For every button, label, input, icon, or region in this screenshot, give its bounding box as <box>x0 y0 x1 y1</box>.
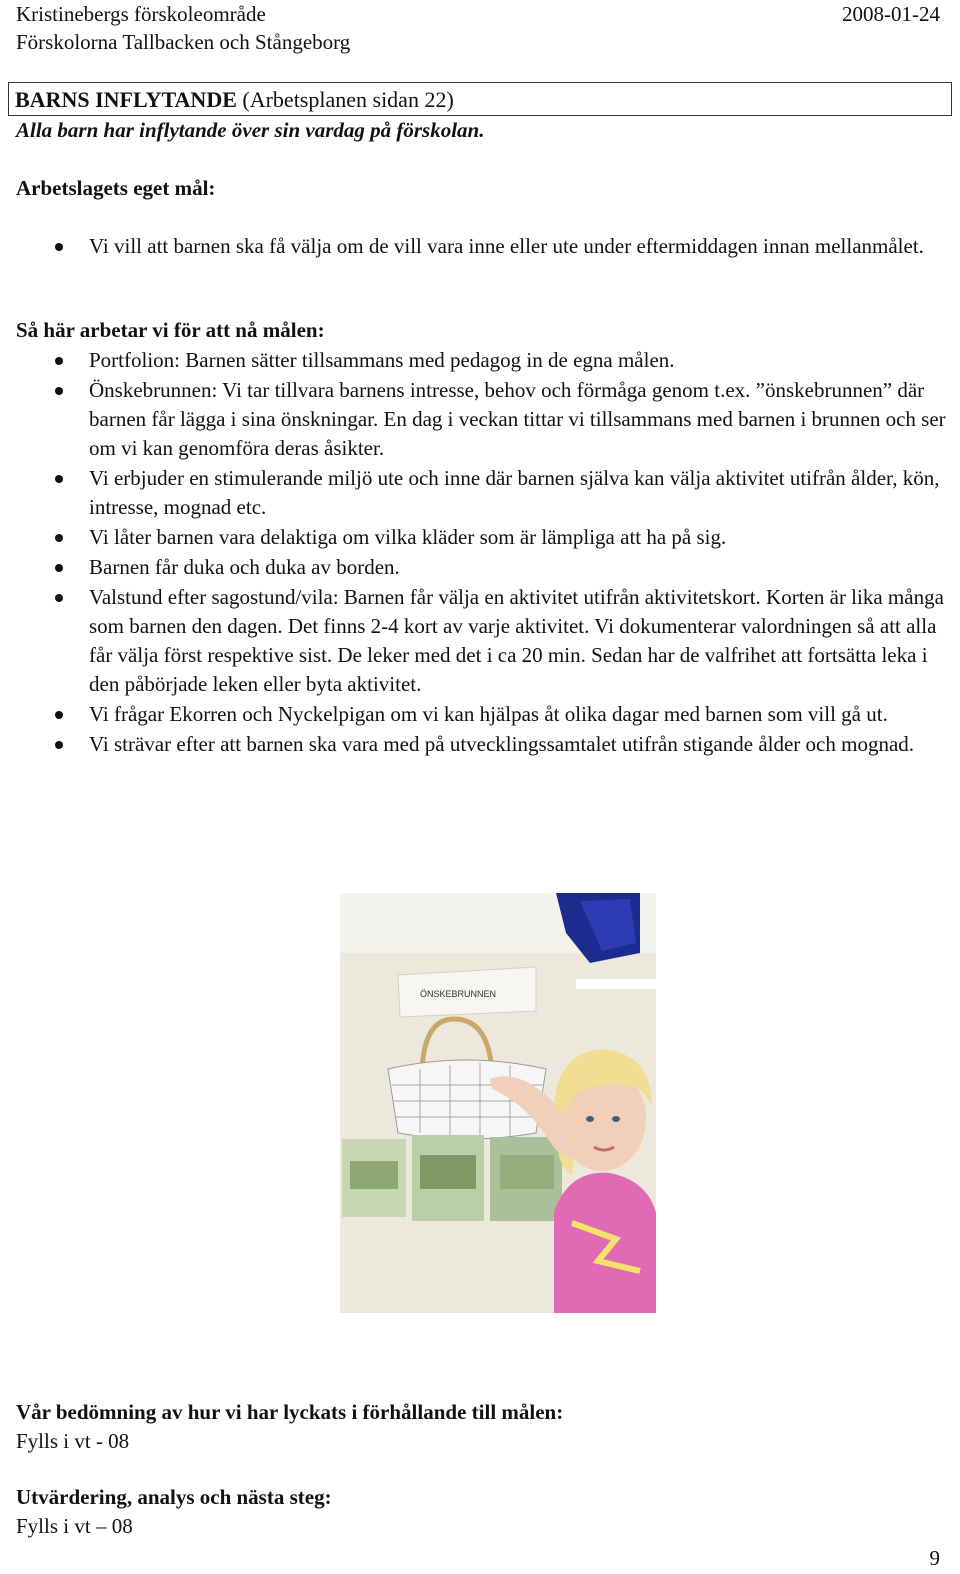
list-item: Önskebrunnen: Vi tar tillvara barnens intresse, behov och förmåga genom t.ex. ”önskebrunnen” där barnen får lägga i sina önskningar. En dag i veckan tittar vi tillsammans med barnen i brunnen och ser om vi kan genomföra deras åsikter. <box>0 376 949 463</box>
page-number: 9 <box>929 1546 940 1570</box>
assessment-heading: Vår bedömning av hur vi har lyckats i förhållande till målen: <box>16 1400 564 1424</box>
list-item: Vi erbjuder en stimulerande miljö ute och inne där barnen själva kan välja aktivitet utifrån ålder, kön, intresse, mognad etc. <box>0 464 949 522</box>
photo-illustration <box>340 893 656 1313</box>
header-subtitle: Förskolorna Tallbacken och Stångeborg <box>16 30 351 54</box>
header-date: 2008-01-24 <box>842 2 940 26</box>
bullet-icon <box>55 711 63 719</box>
section-title-ref: (Arbetsplanen sidan 22) <box>236 87 454 112</box>
evaluation-text: Fylls i vt – 08 <box>16 1514 133 1538</box>
photo-sign-text: ÖNSKEBRUNNEN <box>420 989 497 999</box>
bullet-icon <box>55 475 63 483</box>
team-goal-heading: Arbetslagets eget mål: <box>16 176 216 200</box>
section-goal: Alla barn har inflytande över sin vardag på förskolan. <box>16 118 485 142</box>
bullet-icon <box>55 357 63 365</box>
list-item: Vi strävar efter att barnen ska vara med på utvecklingssamtalet utifrån stigande ålder och mognad. <box>0 730 949 759</box>
bullet-icon <box>55 243 63 251</box>
section-title-box <box>8 82 952 116</box>
assessment-text: Fylls i vt - 08 <box>16 1429 130 1453</box>
wishing-well-photo <box>340 893 656 1313</box>
bullet-icon <box>55 387 63 395</box>
bullet-icon <box>55 741 63 749</box>
list-item: Vi frågar Ekorren och Nyckelpigan om vi kan hjälpas åt olika dagar med barnen som vill gå ut. <box>0 700 949 729</box>
list-item: Vi vill att barnen ska få välja om de vill vara inne eller ute under eftermiddagen innan mellanmålet. <box>0 232 949 261</box>
bullet-icon <box>55 564 63 572</box>
bullet-icon <box>55 594 63 602</box>
team-goal-list <box>0 232 960 262</box>
list-item: Barnen får duka och duka av borden. <box>0 553 949 582</box>
header-org: Kristinebergs förskoleområde <box>16 2 266 26</box>
list-item: Vi låter barnen vara delaktiga om vilka kläder som är lämpliga att ha på sig. <box>0 523 949 552</box>
section-title <box>15 86 454 114</box>
list-item: Valstund efter sagostund/vila: Barnen får välja en aktivitet utifrån aktivitetskort. Korten är lika många som barnen den dagen. Det finns 2-4 kort av varje aktivitet. Vi dokumenterar valordningen så att alla får välja först respektive sist. De leker med det i ca 20 min. Sedan har de valfrihet att fortsätta leka i den påbörjade leken eller byta aktivitet. <box>0 583 949 699</box>
evaluation-heading: Utvärdering, analys och nästa steg: <box>16 1485 332 1509</box>
section-title-bold: BARNS INFLYTANDE <box>15 87 237 112</box>
bullet-icon <box>55 534 63 542</box>
methods-heading: Så här arbetar vi för att nå målen: <box>16 318 325 342</box>
methods-list <box>0 346 960 760</box>
list-item: Portfolion: Barnen sätter tillsammans med pedagog in de egna målen. <box>0 346 949 375</box>
